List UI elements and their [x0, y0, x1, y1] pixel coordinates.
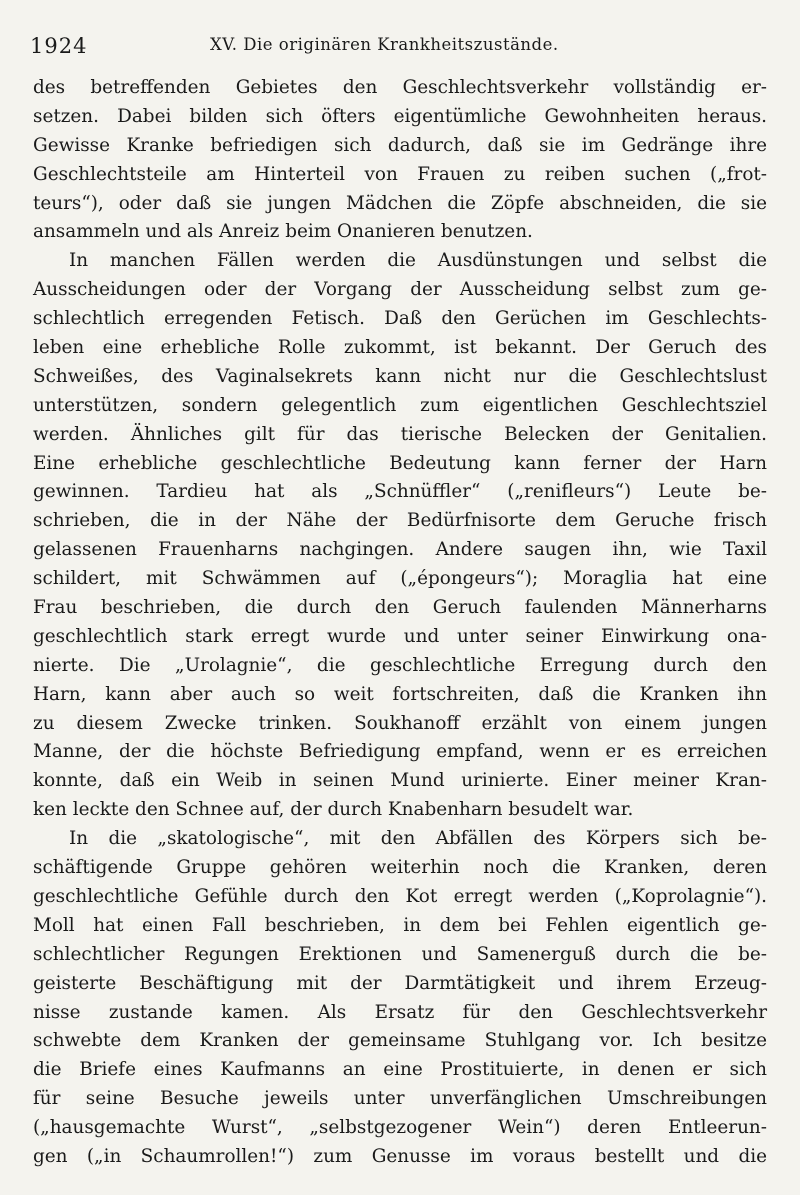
running-title: XV. Die originären Krankheitszustände. [210, 35, 559, 54]
text-line: Moll hat einen Fall beschrieben, in dem bei Fehlen eigentlich ge- [33, 914, 767, 936]
text-line: Harn, kann aber auch so weit fortschreiten, daß die Kranken ihn [33, 683, 767, 705]
text-line: In die „skatologische“, mit den Abfällen des Körpers sich be- [69, 828, 767, 850]
text-line: In manchen Fällen werden die Ausdünstungen und selbst die [69, 250, 767, 272]
text-line: schäftigende Gruppe gehören weiterhin noch die Kranken, deren [33, 857, 767, 879]
text-line: gelassenen Frauenharns nachgingen. Andere saugen ihn, wie Taxil [33, 539, 767, 561]
text-line: zu diesem Zwecke trinken. Soukhanoff erzählt von einem jungen [33, 712, 767, 734]
page-header [30, 30, 770, 60]
text-line: ken leckte den Schnee auf, der durch Knabenharn besudelt war. [33, 799, 634, 821]
text-line: konnte, daß ein Weib in seinen Mund urinierte. Einer meiner Kran- [33, 770, 767, 792]
text-line: schlechtlich erregenden Fetisch. Daß den Gerüchen im Geschlechts- [33, 308, 767, 330]
text-line: werden. Ähnliches gilt für das tierische Belecken der Genitalien. [33, 423, 767, 445]
text-line: nisse zustande kamen. Als Ersatz für den Geschlechtsverkehr [33, 1001, 767, 1023]
text-line: („hausgemachte Wurst“, „selbstgezogener Wein“) deren Entleerun- [33, 1117, 767, 1139]
text-line: die Briefe eines Kaufmanns an eine Prostituierte, in denen er sich [33, 1059, 767, 1081]
text-line: geschlechtlich stark erregt wurde und unter seiner Einwirkung ona- [33, 625, 767, 647]
text-line: schlechtlicher Regungen Erektionen und Samenerguß durch die be- [33, 943, 767, 965]
text-line: Frau beschrieben, die durch den Geruch faulenden Männerharns [33, 597, 767, 619]
text-line: setzen. Dabei bilden sich öfters eigentümliche Gewohnheiten heraus. [33, 105, 767, 127]
text-line: gen („in Schaumrollen!“) zum Genusse im voraus bestellt und die [33, 1145, 767, 1167]
text-line: teurs“), oder daß sie jungen Mädchen die Zöpfe abschneiden, die sie [33, 192, 767, 214]
text-line: geisterte Beschäftigung mit der Darmtätigkeit und ihrem Erzeug- [33, 972, 767, 994]
text-line: unterstützen, sondern gelegentlich zum eigentlichen Geschlechtsziel [33, 394, 767, 416]
page-number: 1924 [30, 34, 88, 58]
text-line: des betreffenden Gebietes den Geschlechtsverkehr vollständig er- [33, 77, 767, 98]
text-line: Manne, der die höchste Befriedigung empfand, wenn er es erreichen [33, 741, 767, 763]
text-line: schrieben, die in der Nähe der Bedürfnisorte dem Geruche frisch [33, 510, 767, 532]
text-line: Geschlechtsteile am Hinterteil von Frauen zu reiben suchen („frot- [33, 163, 767, 185]
text-line: schwebte dem Kranken der gemeinsame Stuhlgang vor. Ich besitze [33, 1030, 767, 1052]
text-line: Gewisse Kranke befriedigen sich dadurch, daß sie im Gedränge ihre [33, 134, 767, 156]
text-line: gewinnen. Tardieu hat als „Schnüffler“ („renifleurs“) Leute be- [33, 481, 767, 503]
text-line: für seine Besuche jeweils unter unverfänglichen Umschreibungen [33, 1088, 767, 1110]
body-text [33, 74, 767, 1172]
text-line: Schweißes, des Vaginalsekrets kann nicht nur die Geschlechtslust [33, 365, 767, 387]
text-line: Ausscheidungen oder der Vorgang der Ausscheidung selbst zum ge- [33, 279, 767, 301]
text-line: schildert, mit Schwämmen auf („épongeurs“); Moraglia hat eine [33, 568, 767, 590]
text-line: leben eine erhebliche Rolle zukommt, ist bekannt. Der Geruch des [33, 337, 767, 359]
text-line: nierte. Die „Urolagnie“, die geschlechtliche Erregung durch den [33, 654, 767, 676]
text-line: ansammeln und als Anreiz beim Onanieren benutzen. [33, 221, 533, 243]
text-line: Eine erhebliche geschlechtliche Bedeutung kann ferner der Harn [33, 452, 767, 474]
text-line: geschlechtliche Gefühle durch den Kot erregt werden („Koprolagnie“). [33, 885, 767, 907]
